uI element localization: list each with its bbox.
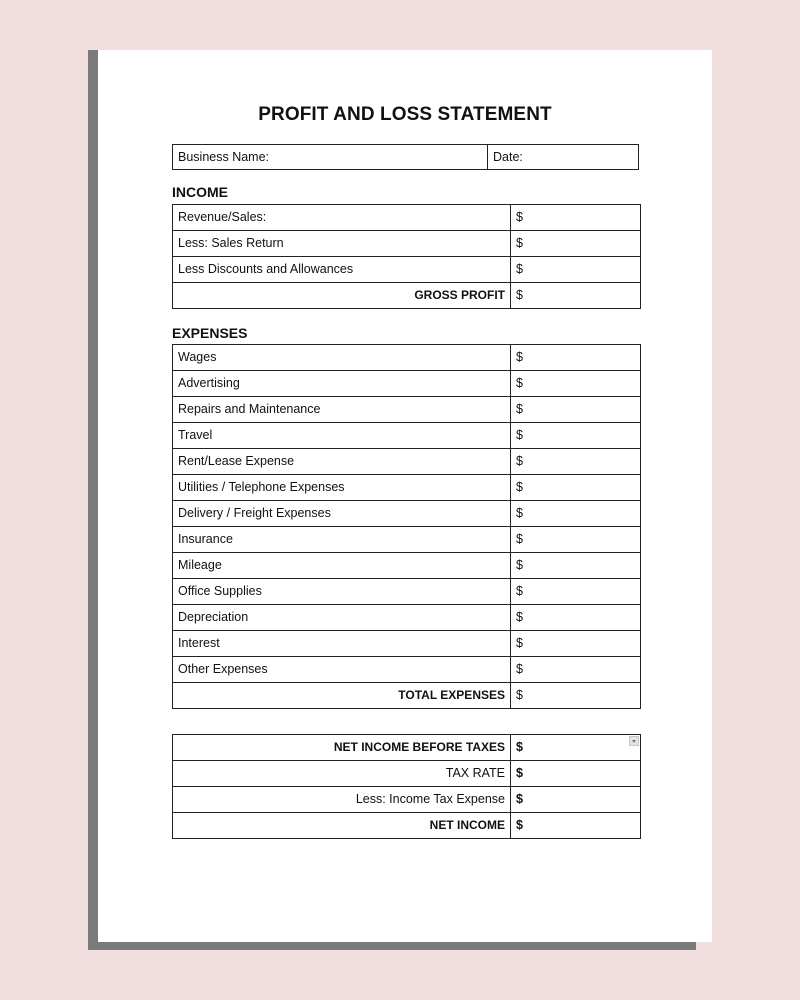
- table-row: [173, 500, 640, 526]
- table-row: [173, 604, 640, 630]
- table-row: [173, 345, 640, 370]
- table-row: [173, 526, 640, 552]
- table-row: [173, 474, 640, 500]
- row-label: Rent/Lease Expense: [173, 449, 511, 474]
- income-tax-expense-field[interactable]: $: [516, 792, 523, 806]
- amount-field[interactable]: $: [516, 454, 523, 468]
- date-field[interactable]: Date:: [493, 150, 523, 164]
- income-tax-expense-label: Less: Income Tax Expense: [173, 787, 511, 812]
- tax-rate-field[interactable]: $: [516, 766, 523, 780]
- summary-table: [172, 734, 641, 839]
- header-info-box: [172, 144, 639, 170]
- amount-field[interactable]: $: [516, 506, 523, 520]
- net-income-row: [173, 812, 640, 838]
- table-row: [173, 656, 640, 682]
- amount-field[interactable]: $: [516, 558, 523, 572]
- table-row: [173, 256, 640, 282]
- total-expenses-row: [173, 682, 640, 708]
- amount-field[interactable]: $: [516, 428, 523, 442]
- expenses-table: [172, 344, 641, 709]
- row-label: Mileage: [173, 553, 511, 578]
- amount-field[interactable]: $: [516, 610, 523, 624]
- business-name-field[interactable]: Business Name:: [173, 145, 488, 169]
- page-title: PROFIT AND LOSS STATEMENT: [258, 104, 552, 125]
- row-label: Depreciation: [173, 605, 511, 630]
- net-income-label: NET INCOME: [173, 813, 511, 838]
- net-income-before-taxes-label: NET INCOME BEFORE TAXES: [173, 735, 511, 760]
- row-label: Repairs and Maintenance: [173, 397, 511, 422]
- amount-field[interactable]: $: [516, 376, 523, 390]
- row-label: Delivery / Freight Expenses: [173, 501, 511, 526]
- amount-field[interactable]: $: [516, 532, 523, 546]
- income-table: [172, 204, 641, 309]
- income-tax-expense-row: [173, 786, 640, 812]
- document-page: [98, 50, 712, 942]
- amount-field[interactable]: $: [516, 350, 523, 364]
- row-label: Revenue/Sales:: [173, 205, 511, 230]
- row-label: Less: Sales Return: [173, 231, 511, 256]
- table-row: [173, 396, 640, 422]
- net-income-before-taxes-row: [173, 735, 640, 760]
- net-income-before-taxes-field[interactable]: [511, 735, 640, 760]
- amount-field[interactable]: $: [516, 210, 523, 224]
- amount-field[interactable]: $: [516, 636, 523, 650]
- table-row: [173, 422, 640, 448]
- amount-field[interactable]: $: [516, 662, 523, 676]
- total-expenses-field[interactable]: $: [516, 688, 523, 702]
- row-label: Wages: [173, 345, 511, 370]
- gross-profit-row: [173, 282, 640, 308]
- amount-field[interactable]: $: [516, 584, 523, 598]
- row-label: Advertising: [173, 371, 511, 396]
- table-row: [173, 552, 640, 578]
- table-row: [173, 448, 640, 474]
- gross-profit-field[interactable]: $: [516, 288, 523, 302]
- row-label: Insurance: [173, 527, 511, 552]
- tax-rate-row: [173, 760, 640, 786]
- income-heading: INCOME: [172, 184, 228, 200]
- amount-field[interactable]: $: [516, 262, 523, 276]
- table-row: [173, 370, 640, 396]
- row-label: Interest: [173, 631, 511, 656]
- tax-rate-label: TAX RATE: [173, 761, 511, 786]
- amount-field[interactable]: $: [516, 480, 523, 494]
- amount-field[interactable]: $: [516, 236, 523, 250]
- table-row: [173, 205, 640, 230]
- row-label: Other Expenses: [173, 657, 511, 682]
- row-label: Office Supplies: [173, 579, 511, 604]
- gross-profit-label: GROSS PROFIT: [173, 283, 511, 308]
- row-label: Travel: [173, 423, 511, 448]
- currency-symbol: $: [516, 740, 523, 754]
- total-expenses-label: TOTAL EXPENSES: [173, 683, 511, 708]
- row-label: Utilities / Telephone Expenses: [173, 475, 511, 500]
- row-label: Less Discounts and Allowances: [173, 257, 511, 282]
- dropdown-arrow-icon[interactable]: [629, 736, 639, 746]
- expenses-heading: EXPENSES: [172, 325, 248, 341]
- net-income-field[interactable]: $: [516, 818, 523, 832]
- table-row: [173, 630, 640, 656]
- table-row: [173, 230, 640, 256]
- table-row: [173, 578, 640, 604]
- amount-field[interactable]: $: [516, 402, 523, 416]
